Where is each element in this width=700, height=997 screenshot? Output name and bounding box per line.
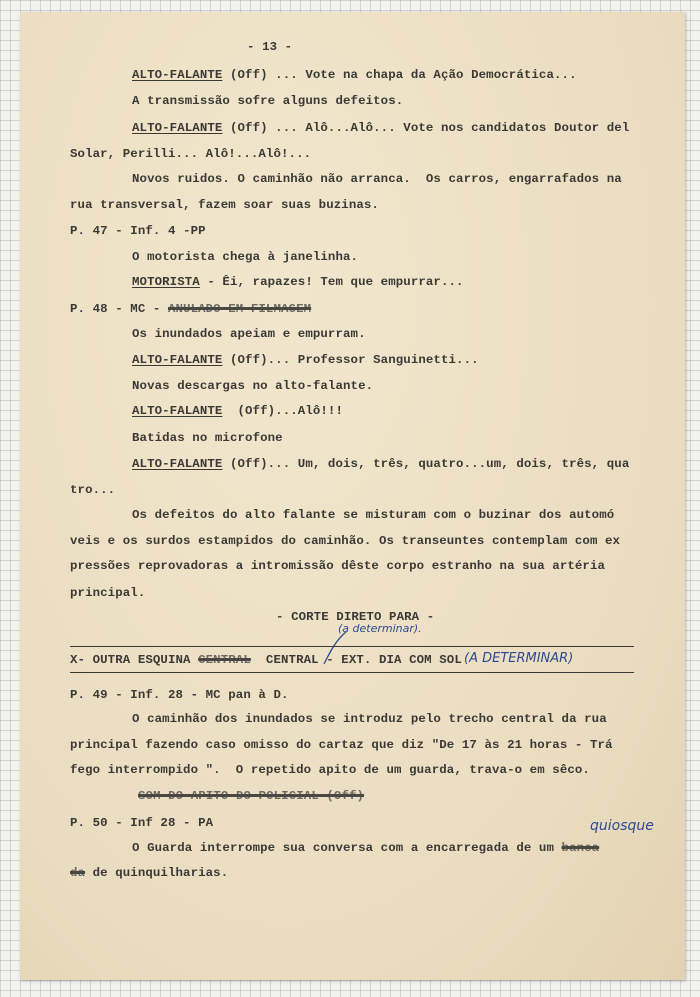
struck-text: ANULADO EM FILMAGEM <box>167 302 312 316</box>
speaker-label: ALTO-FALANTE <box>132 68 223 82</box>
shot-heading-p47: P. 47 - Inf. 4 -PP <box>70 224 206 238</box>
handwritten-note: (a determinar). <box>338 622 422 635</box>
sound-cue <box>138 789 364 803</box>
speaker-label: MOTORISTA <box>132 275 200 289</box>
dialogue-text: (Off)...Alô!!! <box>222 404 344 418</box>
handwritten-note: (A DETERMINAR) <box>464 651 574 666</box>
text-line-6: rua transversal, fazem soar suas buzinas. <box>70 198 379 212</box>
struck-text: SOM DO APITO DO POLICIAL (Off) <box>138 789 365 803</box>
page-number: - 13 - <box>247 40 293 54</box>
shot-heading-p48 <box>70 302 311 316</box>
text-line-30 <box>70 866 228 880</box>
text-line-18: Os defeitos do alto falante se misturam com o buzinar dos automó <box>132 508 615 522</box>
text-line-25: principal fazendo caso omisso do cartaz que diz "De 17 às 21 horas - Trá <box>70 738 613 752</box>
text-line-20: pressões reprovadoras a intromissão dêste corpo estranho na sua artéria <box>70 559 606 573</box>
text-line-15: Batidas no microfone <box>132 431 283 445</box>
text-line-11: Os inundados apeiam e empurram. <box>132 327 366 341</box>
action-text: de quinquilharias. <box>85 866 229 880</box>
text-line-29 <box>132 841 599 855</box>
text-line-21: principal. <box>70 586 146 600</box>
text-line-16 <box>132 457 629 471</box>
scene-heading-text: X- OUTRA ESQUINA <box>70 653 199 667</box>
scene-rule-bottom <box>70 672 634 673</box>
shot-heading-text: P. 48 - MC - <box>70 302 168 316</box>
speaker-label: ALTO-FALANTE <box>132 404 223 418</box>
text-line-1 <box>132 68 577 82</box>
text-line-13: Novas descargas no alto-falante. <box>132 379 374 393</box>
dialogue-text: - Êi, rapazes! Tem que empurrar... <box>199 275 464 289</box>
text-line-3 <box>132 121 629 135</box>
action-text: O Guarda interrompe sua conversa com a encarregada de um <box>132 841 562 855</box>
struck-text: CENTRAL <box>198 653 251 667</box>
text-line-12 <box>132 353 479 367</box>
text-line-8: O motorista chega à janelinha. <box>132 250 359 264</box>
dialogue-text: (Off)... Professor Sanguinetti... <box>222 353 479 367</box>
shot-heading-p49: P. 49 - Inf. 28 - MC pan à D. <box>70 688 289 702</box>
text-line-26: fego interrompido ". O repetido apito de um guarda, trava-o em sêco. <box>70 763 590 777</box>
dialogue-text: (Off) ... Vote na chapa da Ação Democrática... <box>222 68 577 82</box>
scene-heading-text: CENTRAL - EXT. DIA COM SOL <box>250 653 470 667</box>
struck-text: da <box>70 866 86 880</box>
text-line-4: Solar, Perilli... Alô!...Alô!... <box>70 147 312 161</box>
text-line-17: tro... <box>70 483 116 497</box>
dialogue-text: (Off) ... Alô...Alô... Vote nos candidatos Doutor del <box>222 121 630 135</box>
speaker-label: ALTO-FALANTE <box>132 457 223 471</box>
scene-heading <box>70 653 469 667</box>
struck-text: banca <box>561 841 600 855</box>
text-line-5: Novos ruidos. O caminhão não arranca. Os carros, engarrafados na <box>132 172 622 186</box>
speaker-label: ALTO-FALANTE <box>132 121 223 135</box>
text-line-24: O caminhão dos inundados se introduz pelo trecho central da rua <box>132 712 607 726</box>
text-line-14 <box>132 404 343 418</box>
transition-text: - CORTE DIRETO PARA - <box>276 610 435 624</box>
text-line-2: A transmissão sofre alguns defeitos. <box>132 94 404 108</box>
text-line-19: veis e os surdos estampidos do caminhão. Os transeuntes contemplam com ex <box>70 534 621 548</box>
text-line-9 <box>132 275 464 289</box>
speaker-label: ALTO-FALANTE <box>132 353 223 367</box>
scene-rule-top <box>70 646 634 647</box>
handwritten-note: quiosque <box>590 818 654 834</box>
shot-heading-p50: P. 50 - Inf 28 - PA <box>70 816 214 830</box>
dialogue-text: (Off)... Um, dois, três, quatro...um, dois, três, qua <box>222 457 630 471</box>
